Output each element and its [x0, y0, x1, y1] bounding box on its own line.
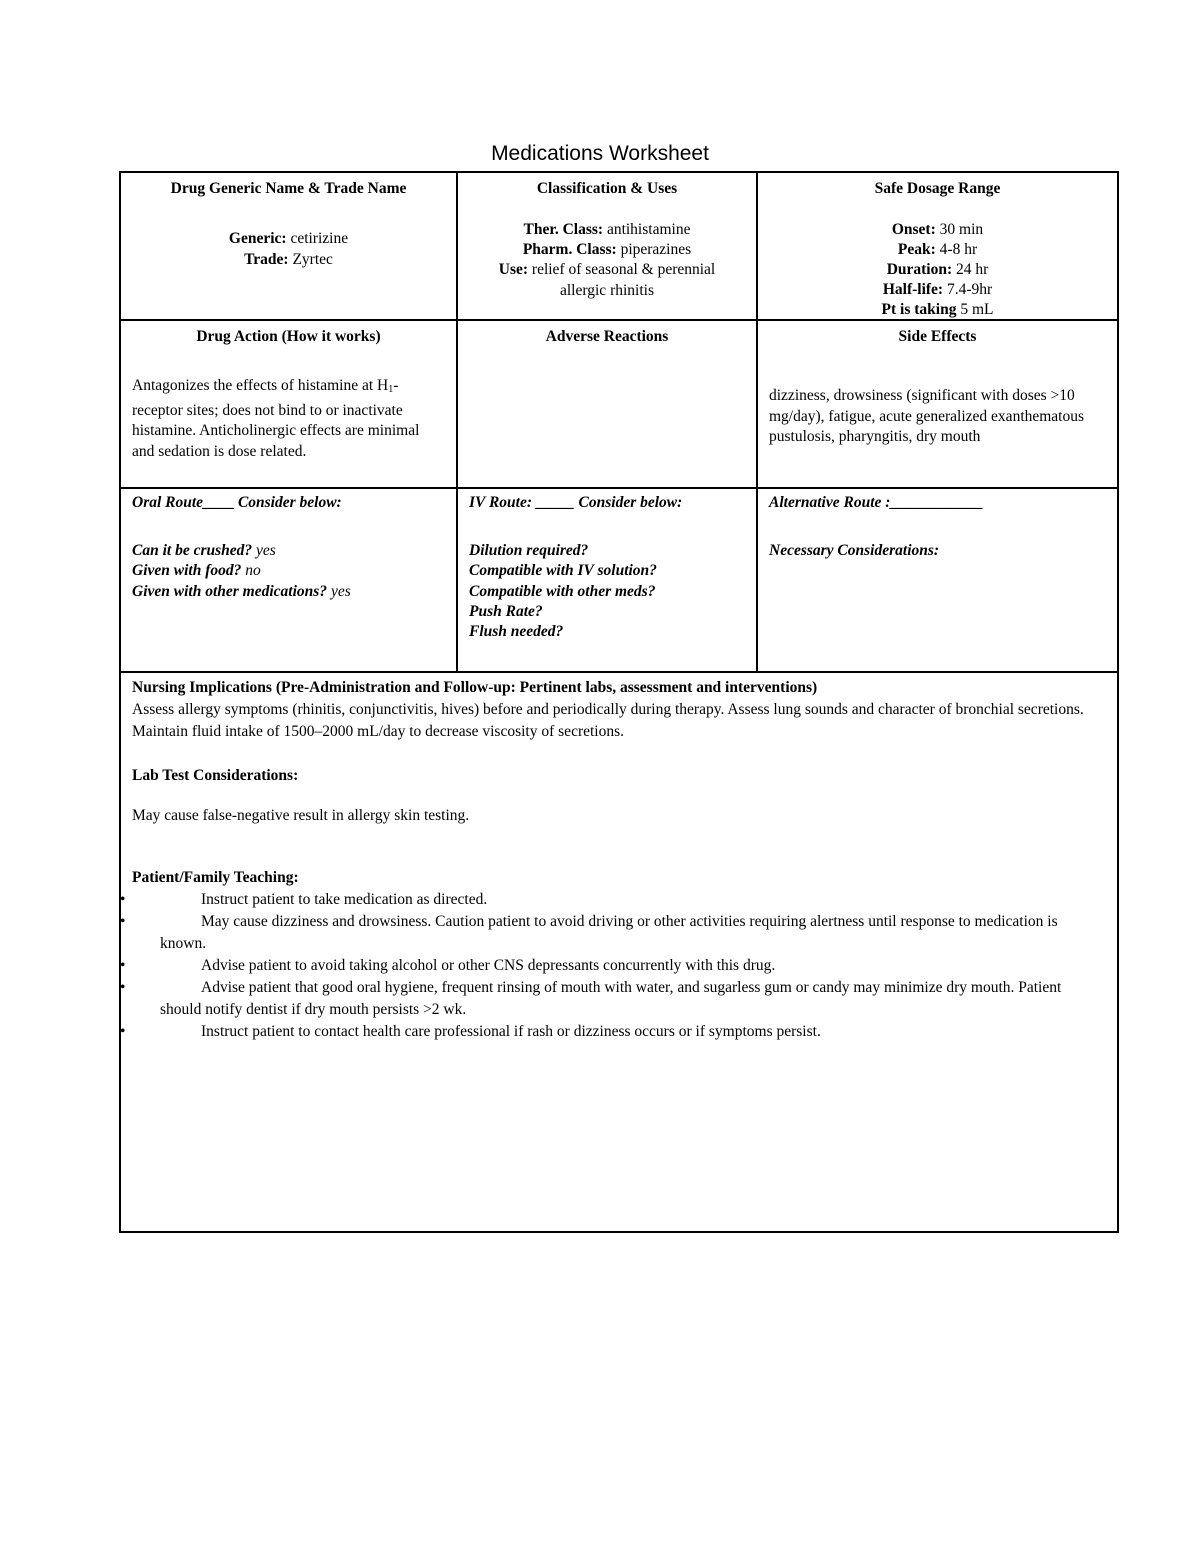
- oral-crushed: [132, 541, 442, 562]
- bullet: •: [120, 957, 126, 974]
- use-value: relief of seasonal & perennial: [528, 261, 716, 278]
- oral-route-blank: __: [218, 494, 235, 511]
- cell-drug-action: [121, 321, 458, 487]
- oral-a2: no: [241, 562, 261, 579]
- ther-class: [458, 220, 756, 241]
- drug-action-text-b: -receptor sites; does not bind to or inactivate histamine. Anticholinergic effects are minimal and sedation is dose related.: [132, 377, 420, 460]
- header-iv-route: IV Route: _____ Consider below:: [469, 494, 683, 511]
- pharm-label: Pharm. Class:: [522, 241, 617, 258]
- list-item: [120, 1021, 1094, 1043]
- duration-value: 24 hr: [952, 261, 989, 278]
- trade-label: Trade:: [244, 251, 289, 268]
- side-effects-text: dizziness, drowsiness (significant with doses >10 mg/day), fatigue, acute generalized exanthematous pustulosis, pharyngitis, dry mouth: [769, 387, 1085, 445]
- header-classification: Classification & Uses: [536, 180, 678, 197]
- oral-food: [132, 561, 442, 582]
- cell-side-effects: [758, 321, 1117, 487]
- teaching-text: May cause dizziness and drowsiness. Caution patient to avoid driving or other activities requiring alertness until response to medication is known.: [160, 913, 1058, 952]
- row-routes: [121, 489, 1117, 673]
- list-item: [120, 889, 1094, 911]
- peak-value: 4-8 hr: [935, 241, 978, 258]
- cell-alternative-route: [758, 489, 1117, 671]
- taking-label: Pt is taking: [881, 301, 957, 318]
- list-item: [120, 977, 1094, 1021]
- bullet: •: [120, 891, 126, 908]
- teaching-header: Patient/Family Teaching:: [132, 869, 299, 886]
- ther-label: Ther. Class:: [523, 221, 604, 238]
- use-label: Use:: [498, 261, 529, 278]
- oral-q2: Given with food?: [132, 562, 242, 579]
- iv-compatible-meds: Compatible with other meds?: [469, 583, 656, 600]
- cell-dosage: [758, 173, 1117, 319]
- iv-push-rate: Push Rate?: [469, 603, 543, 620]
- use: [458, 260, 756, 281]
- generic-label: Generic:: [228, 230, 287, 247]
- cell-adverse-reactions: [458, 321, 758, 487]
- half-life: [758, 280, 1117, 301]
- list-item: [120, 955, 1094, 977]
- duration-label: Duration:: [886, 261, 953, 278]
- oral-other-meds: [132, 582, 442, 603]
- page-title: Medications Worksheet: [491, 142, 709, 165]
- trade-name: [121, 250, 456, 271]
- drug-action-subscript: 1: [388, 384, 394, 395]
- teaching-text: Instruct patient to take medication as directed.: [201, 891, 488, 908]
- lab-header: Lab Test Considerations:: [132, 767, 299, 784]
- ther-value: antihistamine: [603, 221, 691, 238]
- alt-considerations: Necessary Considerations:: [769, 542, 940, 559]
- teaching-text: Instruct patient to contact health care professional if rash or dizziness occurs or if symptoms persist.: [201, 1023, 821, 1040]
- duration: [758, 260, 1117, 281]
- nursing-implications: [121, 673, 1117, 1047]
- onset-value: 30 min: [935, 221, 984, 238]
- oral-a3: yes: [327, 583, 351, 600]
- row-action: [121, 321, 1117, 489]
- teaching-list: [120, 889, 1094, 1043]
- header-alternative-route: Alternative Route :____________: [769, 494, 984, 511]
- oral-q1: Can it be crushed?: [132, 542, 253, 559]
- bullet: •: [120, 913, 126, 930]
- cell-oral-route: [121, 489, 458, 671]
- trade-value: Zyrtec: [288, 251, 333, 268]
- oral-q3: Given with other medications?: [132, 583, 328, 600]
- use-value-line2: allergic rhinitis: [560, 282, 654, 299]
- row-drug-info: [121, 173, 1117, 321]
- pharm-value: piperazines: [616, 241, 692, 258]
- oral-a1: yes: [252, 542, 276, 559]
- nursing-text: Assess allergy symptoms (rhinitis, conjunctivitis, hives) before and periodically during therapy. Assess lung sounds and character of bronchial secretions. Maintain fluid intake of 1500–2000 mL/day to decrease viscosity of secretions.: [132, 701, 1084, 740]
- iv-flush: Flush needed?: [469, 623, 564, 640]
- header-oral-route: [132, 493, 442, 514]
- taking-value: 5 mL: [956, 301, 994, 318]
- header-side-effects: Side Effects: [898, 328, 977, 345]
- bullet: •: [120, 1023, 126, 1040]
- lab-text: May cause false-negative result in allergy skin testing.: [132, 807, 470, 824]
- oral-route-consider: Consider below:: [234, 494, 342, 511]
- iv-dilution: Dilution required?: [469, 542, 589, 559]
- header-drug-action: Drug Action (How it works): [196, 328, 381, 345]
- onset: [758, 220, 1117, 241]
- peak: [758, 240, 1117, 261]
- pharm-class: [458, 240, 756, 261]
- header-drug-name: Drug Generic Name & Trade Name: [170, 180, 407, 197]
- medication-worksheet-table: [119, 171, 1119, 1233]
- peak-label: Peak:: [897, 241, 936, 258]
- list-item: [120, 911, 1094, 955]
- drug-action-text-a: Antagonizes the effects of histamine at H: [132, 377, 389, 394]
- generic-name: [121, 229, 456, 250]
- bullet: •: [120, 979, 126, 996]
- onset-label: Onset:: [891, 221, 936, 238]
- teaching-text: Advise patient to avoid taking alcohol or other CNS depressants concurrently with this drug.: [201, 957, 776, 974]
- header-adverse-reactions: Adverse Reactions: [545, 328, 669, 345]
- header-dosage: Safe Dosage Range: [874, 180, 1001, 197]
- halflife-label: Half-life:: [882, 281, 944, 298]
- cell-drug-name: [121, 173, 458, 319]
- cell-classification: [458, 173, 758, 319]
- oral-route-label: Oral Route__: [132, 494, 219, 511]
- drug-action-text: [132, 376, 442, 462]
- generic-value: cetirizine: [286, 230, 349, 247]
- pt-taking: [758, 300, 1117, 321]
- iv-compatible-solution: Compatible with IV solution?: [469, 562, 657, 579]
- halflife-value: 7.4-9hr: [943, 281, 993, 298]
- cell-iv-route: [458, 489, 758, 671]
- nursing-header: Nursing Implications (Pre-Administration and Follow-up: Pertinent labs, assessment and interventions): [132, 679, 818, 696]
- teaching-text: Advise patient that good oral hygiene, frequent rinsing of mouth with water, and sugarless gum or candy may minimize dry mouth. Patient should notify dentist if dry mouth persists >2 wk.: [160, 979, 1062, 1018]
